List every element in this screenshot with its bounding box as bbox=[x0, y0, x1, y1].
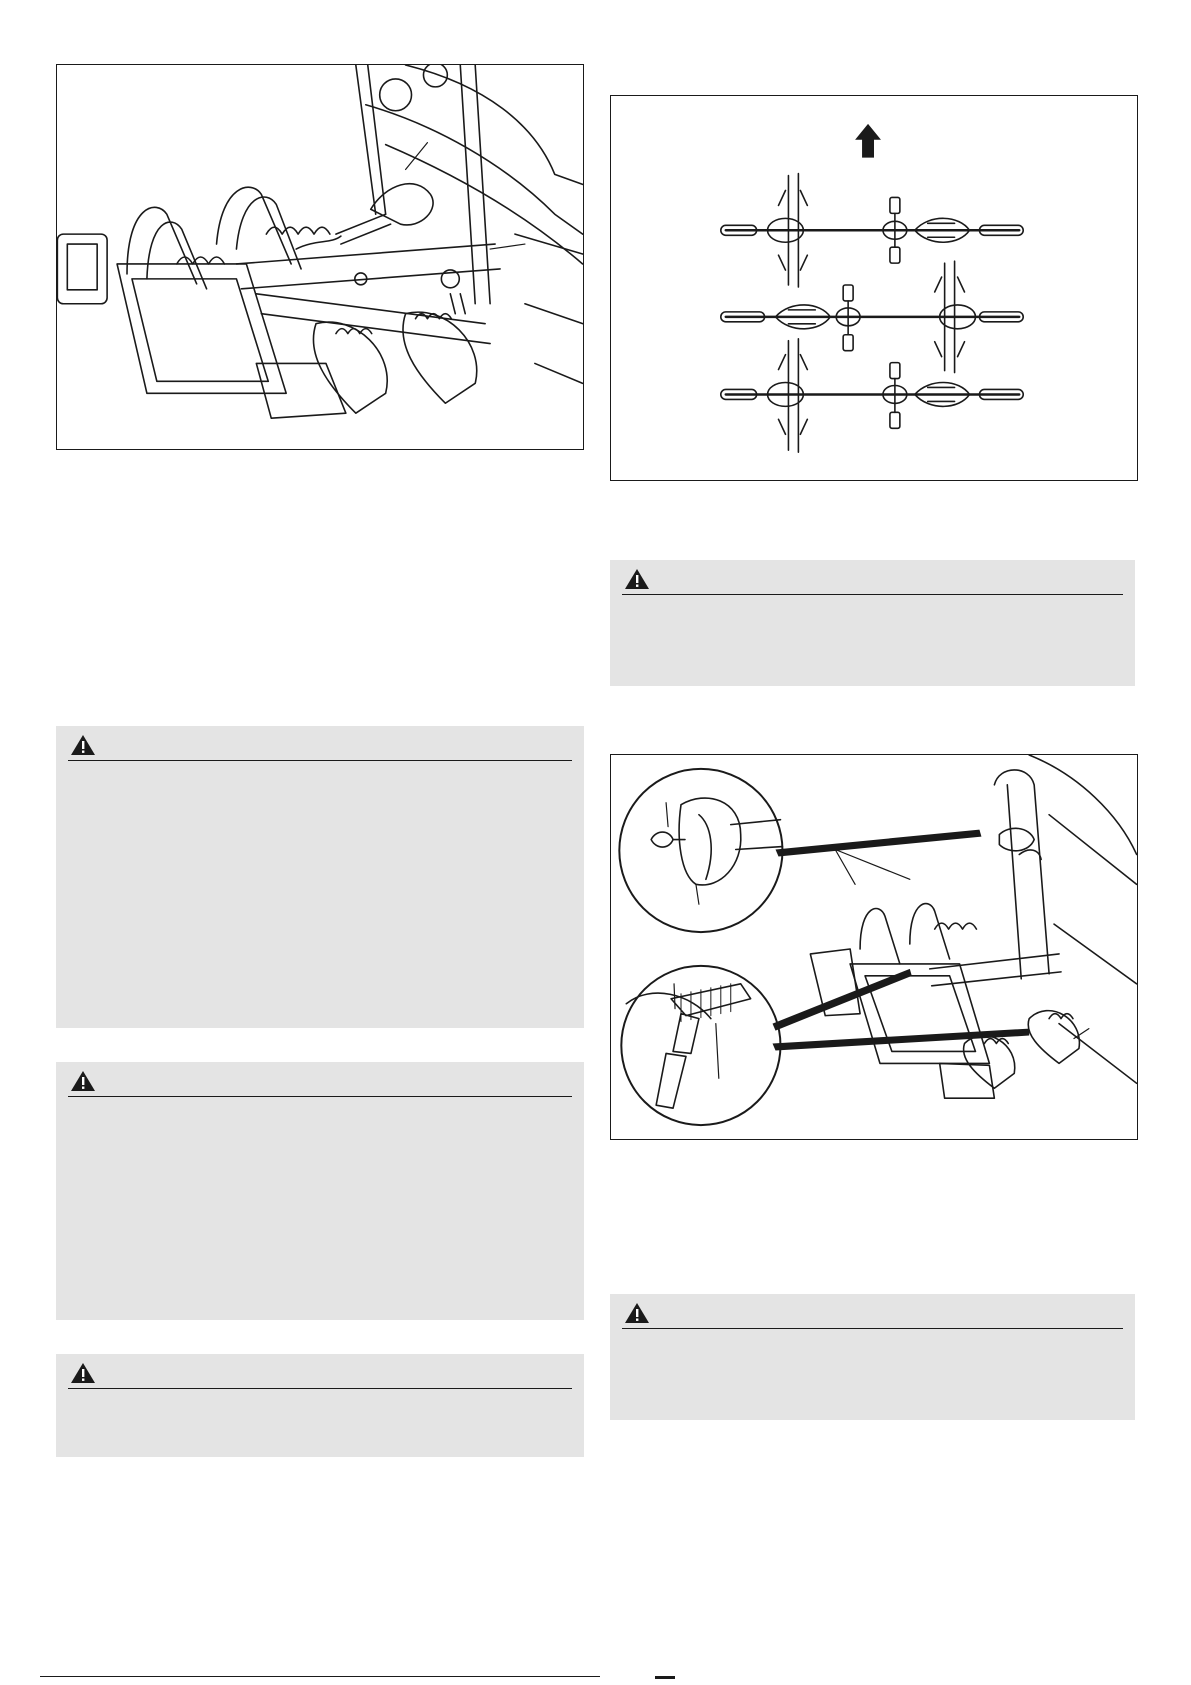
figure-carrier-plug bbox=[56, 64, 584, 450]
warning-header bbox=[68, 1068, 572, 1097]
warning-header bbox=[68, 732, 572, 761]
warning-triangle-icon bbox=[70, 734, 96, 756]
warning-triangle-icon bbox=[624, 1302, 650, 1324]
direction-of-travel-arrow bbox=[855, 124, 881, 158]
warning-triangle-icon bbox=[70, 1362, 96, 1384]
warning-box-2 bbox=[56, 1062, 584, 1320]
warning-box-3 bbox=[56, 1354, 584, 1457]
frame-holder-strap-illustration bbox=[611, 755, 1137, 1139]
figure-bike-loading-order bbox=[610, 95, 1138, 481]
warning-box-5 bbox=[610, 1294, 1135, 1420]
figure-frame-holder-straps bbox=[610, 754, 1138, 1140]
warning-header bbox=[68, 1360, 572, 1389]
footer-rule bbox=[40, 1676, 600, 1677]
warning-triangle-icon bbox=[70, 1070, 96, 1092]
warning-triangle-icon bbox=[624, 568, 650, 590]
warning-box-1 bbox=[56, 726, 584, 1028]
warning-header bbox=[622, 566, 1123, 595]
warning-box-4 bbox=[610, 560, 1135, 686]
page-number-fragment bbox=[655, 1674, 679, 1685]
warning-header bbox=[622, 1300, 1123, 1329]
bike-loading-diagram bbox=[611, 96, 1137, 480]
carrier-plug-illustration bbox=[57, 65, 583, 449]
